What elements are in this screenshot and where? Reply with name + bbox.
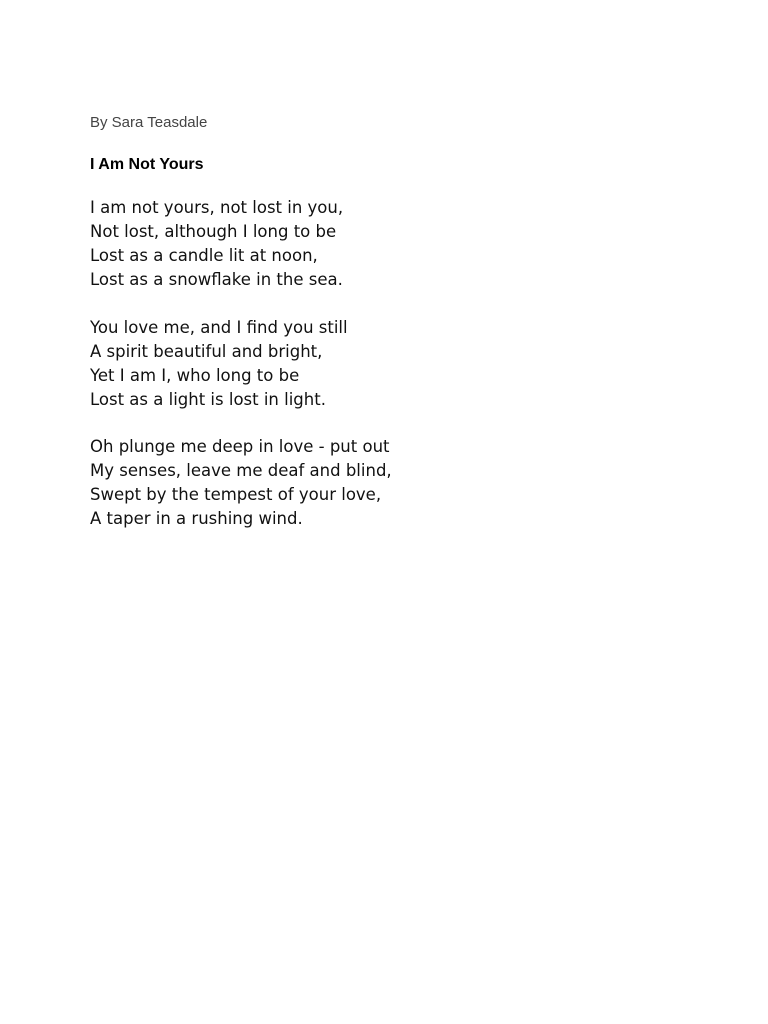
stanza-1 — [90, 196, 392, 292]
poem-line: Not lost, although I long to be — [90, 222, 337, 241]
poem-title: I Am Not Yours — [90, 156, 204, 173]
stanza-3 — [90, 435, 392, 531]
poem-line: Oh plunge me deep in love - put out — [90, 437, 390, 456]
author-byline: By Sara Teasdale — [90, 114, 208, 131]
poem-line: Lost as a candle lit at noon, — [90, 246, 318, 265]
poem-line: Lost as a light is lost in light. — [90, 389, 326, 409]
stanza-2 — [90, 316, 392, 412]
poem-line: My senses, leave me deaf and blind, — [90, 461, 392, 480]
poem-line: Lost as a snowflake in the sea. — [90, 270, 343, 289]
poem-line: Swept by the tempest of your love, — [90, 485, 382, 504]
poem-line: A spirit beautiful and bright, — [90, 341, 323, 361]
poem-line: You love me, and I find you still — [90, 317, 348, 337]
poem-line: Yet I am I, who long to be — [90, 365, 300, 385]
poem-line: I am not yours, not lost in you, — [90, 198, 344, 217]
poem-body — [90, 196, 392, 555]
poem-line: A taper in a rushing wind. — [90, 509, 303, 528]
